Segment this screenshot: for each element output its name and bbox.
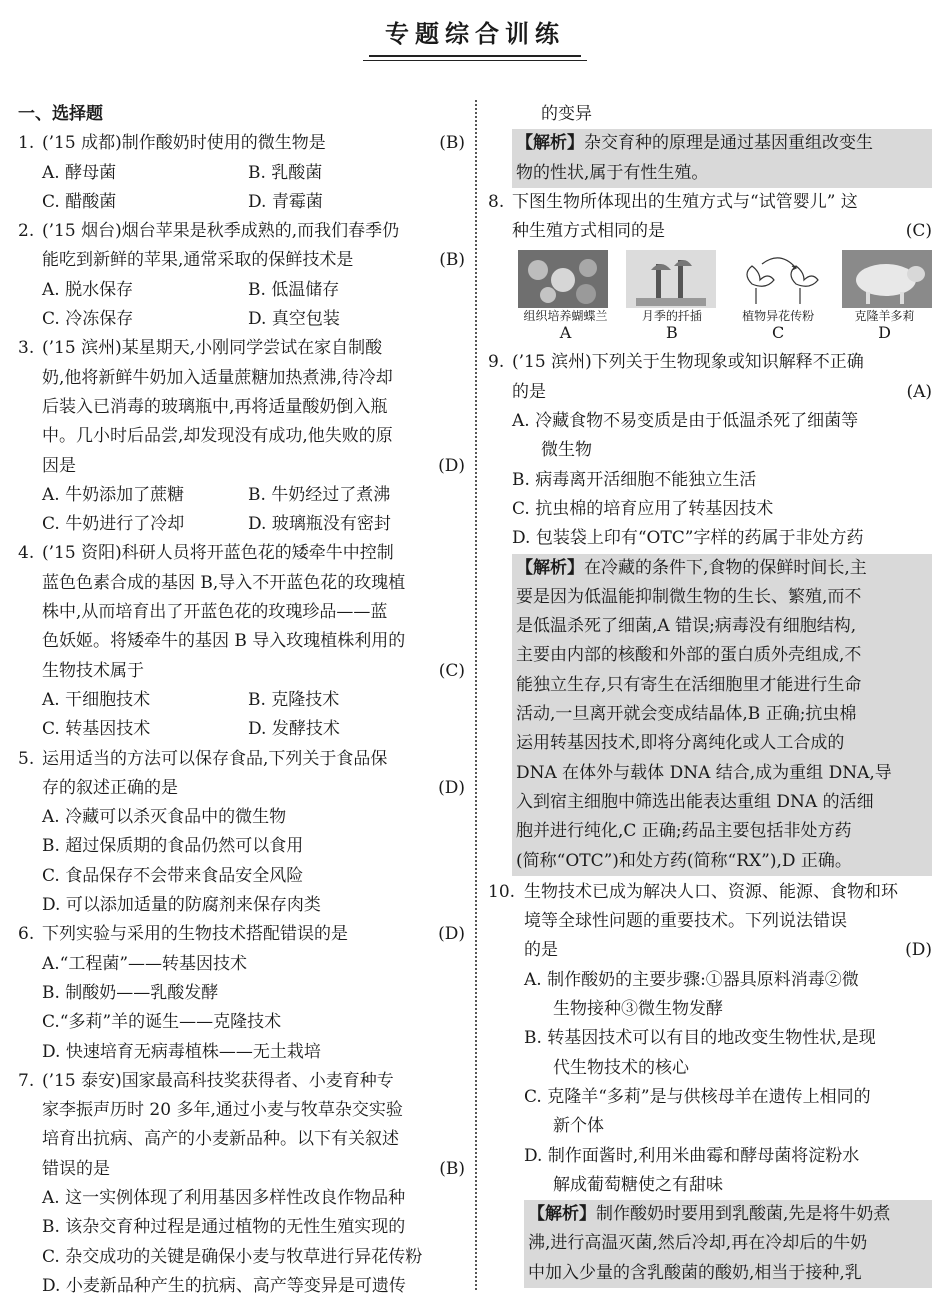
options-row [18, 188, 465, 217]
option: D. 包装袋上印有“OTC”字样的药属于非处方药 [512, 528, 864, 549]
option: B. 超过保质期的食品仍然可以食用 [42, 836, 304, 857]
question-text: 的是 (A) [488, 378, 932, 407]
option: B. 病毒离开活细胞不能独立生活 [512, 469, 757, 490]
question-text: (’15 成都)制作酸奶时使用的微生物是 [42, 133, 326, 154]
question-text: 下列实验与采用的生物技术搭配错误的是 [42, 924, 348, 945]
question-text: 奶,他将新鲜牛奶加入适量蔗糖加热煮沸,待冷却 [42, 367, 393, 388]
question-6 [18, 920, 465, 949]
question-number: 2. [18, 221, 35, 242]
analysis-text: 运用转基因技术,即将分离纯化或人工合成的 [516, 733, 845, 754]
analysis-tag: 【解析】 [516, 133, 584, 154]
option: B. 克隆技术 [248, 689, 340, 710]
analysis-text: 能独立生存,只有寄生在活细胞里才能进行生命 [516, 674, 862, 695]
analysis-text: 入到宿主细胞中筛选出能表达重组 DNA 的活细 [516, 791, 874, 812]
question-text: 的是 (D) [488, 936, 932, 965]
analysis-text: 主要由内部的核酸和外部的蛋白质外壳组成,不 [516, 645, 862, 666]
question-text: (’15 烟台)烟台苹果是秋季成熟的,而我们春季仍 [42, 221, 400, 242]
options-row [18, 715, 465, 744]
analysis-text: 在冷藏的条件下,食物的保鲜时间长,主 [584, 557, 867, 578]
question-text: 后装入已消毒的玻璃瓶中,再将适量酸奶倒入瓶 [42, 396, 388, 417]
analysis-text: 是低温杀死了细菌,A 错误;病毒没有细胞结构, [516, 616, 857, 637]
question-number: 3. [18, 338, 35, 359]
question-text: 存的叙述正确的是 (D) [18, 774, 465, 803]
option: B. 牛奶经过了煮沸 [248, 484, 391, 505]
question-text: 蓝色色素合成的基因 B,导入不开蓝色花的玫瑰植 [42, 572, 406, 593]
option-continued: 解成葡萄糖使之有甜味 [553, 1174, 723, 1195]
option-continued: 的变异 [541, 104, 592, 124]
option: A. 冷藏食物不易变质是由于低温杀死了细菌等 [512, 411, 859, 432]
option: C. 转基因技术 [42, 719, 151, 740]
options-row [18, 686, 465, 715]
question-text: 运用适当的方法可以保存食品,下列关于食品保 [42, 748, 388, 769]
option: D. 发酵技术 [248, 719, 340, 740]
option: D. 真空包装 [248, 309, 340, 330]
question-3 [18, 334, 465, 363]
analysis-text: 要是因为低温能抑制微生物的生长、繁殖,而不 [516, 586, 862, 607]
question-text: 因是 (D) [18, 452, 465, 481]
answer: (A) [906, 381, 932, 402]
section-heading: 一、选择题 [18, 104, 103, 124]
answer: (D) [438, 924, 465, 945]
analysis-text: DNA 在体外与载体 DNA 结合,成为重组 DNA,导 [516, 762, 892, 783]
option: C. 牛奶进行了冷却 [42, 514, 185, 535]
figure-letter: C [772, 323, 785, 343]
question-text: 生物技术已成为解决人口、资源、能源、食物和环 [524, 881, 898, 902]
option: A. 脱水保存 [42, 279, 134, 300]
answer: (D) [438, 777, 465, 798]
option: D. 快速培育无病毒植株——无土栽培 [42, 1041, 321, 1062]
analysis-block [524, 1200, 932, 1288]
option: B. 转基因技术可以有目的地改变生物性状,是现 [524, 1028, 876, 1049]
answer: (B) [439, 250, 465, 271]
question-text: 下图生物所体现出的生殖方式与“试管婴儿” 这 [512, 191, 858, 212]
option: C. 克隆羊“多莉”是与供核母羊在遗传上相同的 [524, 1086, 871, 1107]
question-text: 种生殖方式相同的是 (C) [488, 217, 932, 246]
analysis-text: 活动,一旦离开就会变成结晶体,B 正确;抗虫棉 [516, 704, 857, 725]
rose-cutting-photo [626, 250, 716, 308]
figure-captions [488, 308, 932, 324]
option: B. 低温储存 [248, 279, 340, 300]
question-number: 9. [488, 352, 505, 373]
question-1 [18, 129, 465, 158]
option: C.“多莉”羊的诞生——克隆技术 [42, 1012, 282, 1033]
option: A. 干细胞技术 [42, 689, 151, 710]
orchid-photo [518, 250, 608, 308]
analysis-tag: 【解析】 [528, 1204, 596, 1225]
option: A.“工程菌”——转基因技术 [42, 953, 248, 974]
figure-row [488, 250, 932, 308]
question-number: 6. [18, 924, 35, 945]
analysis-text: 胞并进行纯化,C 正确;药品主要包括非处方药 [516, 821, 852, 842]
option-continued: 微生物 [541, 440, 592, 461]
question-text: 能吃到新鲜的苹果,通常采取的保鲜技术是 (B) [18, 246, 465, 275]
question-number: 1. [18, 133, 35, 154]
answer: (B) [439, 1158, 465, 1179]
option: D. 制作面酱时,利用米曲霉和酵母菌将淀粉水 [524, 1145, 860, 1166]
dolly-sheep-photo [842, 250, 932, 308]
question-7 [18, 1067, 465, 1096]
question-5 [18, 745, 465, 774]
question-10 [488, 878, 932, 907]
question-9 [488, 348, 932, 377]
question-4 [18, 539, 465, 568]
question-number: 10. [488, 881, 516, 902]
option: A. 制作酸奶的主要步骤:①器具原料消毒②微 [524, 969, 859, 990]
figure-letter: D [878, 323, 891, 343]
question-text: 生物技术属于 (C) [18, 657, 465, 686]
figure-caption: 月季的扦插 [641, 309, 702, 324]
figure-letters [488, 324, 932, 342]
analysis-tag: 【解析】 [516, 557, 584, 578]
pollination-diagram [734, 250, 824, 308]
option: C. 杂交成功的关键是确保小麦与牧草进行异花传粉 [42, 1246, 423, 1267]
question-number: 5. [18, 748, 35, 769]
option: A. 酵母菌 [42, 162, 117, 183]
option-continued: 新个体 [553, 1116, 604, 1137]
answer: (D) [905, 940, 932, 961]
option: D. 青霉菌 [248, 191, 323, 212]
option: B. 该杂交育种过程是通过植物的无性生殖实现的 [42, 1217, 406, 1238]
column-divider [475, 100, 477, 1290]
right-column [488, 100, 932, 1288]
answer: (C) [438, 660, 465, 681]
analysis-text: 中加入少量的含乳酸菌的酸奶,相当于接种,乳 [528, 1262, 862, 1283]
question-text: (’15 泰安)国家最高科技奖获得者、小麦育种专 [42, 1070, 394, 1091]
figure-caption: 植物异花传粉 [742, 309, 815, 324]
question-2 [18, 217, 465, 246]
question-text: 色妖姬。将矮牵牛的基因 B 导入玫瑰植株利用的 [42, 631, 406, 652]
options-row [18, 510, 465, 539]
analysis-text: 杂交育种的原理是通过基因重组改变生 [584, 133, 873, 154]
page-title: 专题综合训练 [369, 14, 581, 57]
answer: (B) [439, 133, 465, 154]
option: C. 冷冻保存 [42, 309, 134, 330]
figure-letter: A [559, 323, 572, 343]
question-number: 7. [18, 1070, 35, 1091]
option: D. 小麦新品种产生的抗病、高产等变异是可遗传 [42, 1275, 406, 1296]
analysis-text: 沸,进行高温灭菌,然后冷却,再在冷却后的牛奶 [528, 1233, 868, 1254]
option: C. 醋酸菌 [42, 191, 117, 212]
option: A. 这一实例体现了利用基因多样性改良作物品种 [42, 1187, 406, 1208]
option: C. 抗虫棉的培育应用了转基因技术 [512, 498, 774, 519]
answer: (D) [438, 455, 465, 476]
option: B. 乳酸菌 [248, 162, 323, 183]
question-number: 4. [18, 543, 35, 564]
options-row [18, 159, 465, 188]
question-text: 错误的是 (B) [18, 1155, 465, 1184]
figure-caption: 组织培养蝴蝶兰 [523, 309, 608, 324]
figure-caption: 克隆羊多莉 [854, 309, 915, 324]
question-text: 中。几小时后品尝,却发现没有成功,他失败的原 [42, 426, 393, 447]
question-text: 培育出抗病、高产的小麦新品种。以下有关叙述 [42, 1129, 399, 1150]
option-continued: 代生物技术的核心 [553, 1057, 689, 1078]
option: C. 食品保存不会带来食品安全风险 [42, 865, 304, 886]
question-text: 境等全球性问题的重要技术。下列说法错误 [524, 911, 847, 932]
option: D. 玻璃瓶没有密封 [248, 514, 391, 535]
options-row [18, 276, 465, 305]
analysis-text: 制作酸奶时要用到乳酸菌,先是将牛奶煮 [596, 1204, 891, 1225]
answer: (C) [905, 221, 932, 242]
question-8 [488, 188, 932, 217]
question-text: 株中,从而培育出了开蓝色花的玫瑰珍品——蓝 [42, 602, 388, 623]
question-text: (’15 滨州)下列关于生物现象或知识解释不正确 [512, 352, 864, 373]
question-text: 家李振声历时 20 多年,通过小麦与牧草杂交实验 [42, 1100, 403, 1121]
option: A. 冷藏可以杀灭食品中的微生物 [42, 807, 287, 828]
option: A. 牛奶添加了蔗糖 [42, 484, 185, 505]
option: D. 可以添加适量的防腐剂来保存肉类 [42, 895, 321, 916]
figure-letter: B [665, 323, 678, 343]
question-text: (’15 滨州)某星期天,小刚同学尝试在家自制酸 [42, 338, 383, 359]
analysis-text: (简称“OTC”)和处方药(简称“RX”),D 正确。 [516, 850, 852, 871]
left-column [18, 100, 465, 1301]
options-row [18, 305, 465, 334]
option: B. 制酸奶——乳酸发酵 [42, 982, 219, 1003]
option-continued: 生物接种③微生物发酵 [553, 999, 723, 1020]
options-row [18, 481, 465, 510]
question-number: 8. [488, 191, 505, 212]
analysis-text: 物的性状,属于有性生殖。 [516, 162, 709, 183]
analysis-block [512, 129, 932, 188]
analysis-block [512, 554, 932, 876]
question-text: (’15 资阳)科研人员将开蓝色花的矮牵牛中控制 [42, 543, 394, 564]
